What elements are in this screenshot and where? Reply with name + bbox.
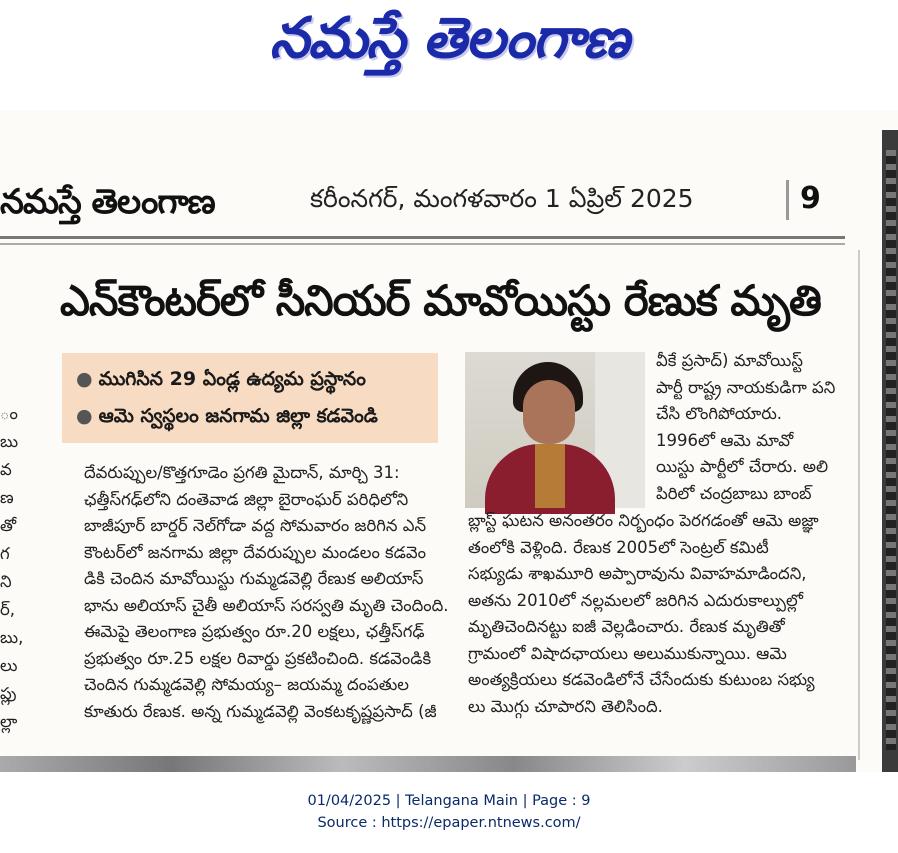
article-body-right <box>468 508 819 720</box>
text-line: చేసి లొంగిపోయారు. <box>656 404 783 423</box>
text-line: వీకే ప్రసాద్) మావోయిస్ట్ <box>656 351 803 370</box>
text-line: సభ్యుడు శాఖమూరి అప్పారావును వివాహమాడిందని, <box>468 564 807 583</box>
page-number: 9 <box>800 181 821 216</box>
text-fragment: ం <box>0 404 18 423</box>
article-body-right-top <box>656 348 835 507</box>
text-line: 1996లో ఆమె మావో <box>656 430 794 450</box>
adjacent-page-edge-text <box>886 150 896 750</box>
text-fragment: ప్లు <box>0 684 17 703</box>
text-fragment: లు <box>0 656 18 675</box>
bullet-icon: ● <box>76 368 93 390</box>
text-fragment: గ <box>0 544 10 563</box>
text-line: పార్టీ రాష్ట్ర నాయకుడిగా పని <box>656 377 836 397</box>
text-line: ఈమెపై తెలంగాణ ప్రభుత్వం రూ.20 లక్షలు, ఛత్తీస్‌గఢ్ <box>84 622 425 641</box>
text-line: ఛత్తీస్‌గఢ్‌లోని దంతెవాడ జిల్లా బైరాంఘర్ పరిధిలోని <box>84 489 409 509</box>
page-number-separator <box>786 180 789 220</box>
text-fragment: బు <box>0 432 19 451</box>
text-fragment: ణ <box>0 488 14 507</box>
text-line: కూతురు రేణుక. అన్న గుమ్మడవెల్లి వెంకటకృష్ణప్రసాద్ (జీ <box>84 701 437 721</box>
text-fragment: బు, <box>0 628 24 647</box>
text-fragment: తో <box>0 516 17 535</box>
masthead <box>0 0 898 90</box>
header-rule-thin <box>0 243 845 245</box>
text-line: బాజీపూర్ బార్డర్ నెల్‌గోడా వద్ద సోమవారం జరిగిన ఎన్ <box>84 516 427 535</box>
text-line: గ్రామంలో విషాదఛాయలు అలుముకున్నాయి. ఆమె <box>468 643 787 663</box>
text-line: ప్రభుత్వం రూ.25 లక్షల రివార్డు ప్రకటించింది. కడవెండికి <box>84 648 432 668</box>
text-line: తంలోకి వెళ్లింది. రేణుక 2005లో సెంట్రల్ కమిటీ <box>468 537 769 557</box>
article-headline: ఎన్‌కౌంటర్‌లో సీనియర్ మావోయిస్టు రేణుక మృతి <box>60 276 821 325</box>
text-line: పిరిలో చంద్రబాబు బాంబ్ <box>656 483 812 503</box>
text-line: భాను అలియాస్ చైతీ అలియాస్ సరస్వతి మృతి చెందింది. <box>84 595 449 615</box>
text-fragment: ని <box>0 572 12 591</box>
text-line: డికి చెందిన మావోయిస్టు గుమ్మడవెల్లి రేణుక అలియాస్ <box>84 569 424 588</box>
text-fragment: ర్, <box>0 600 16 619</box>
bullet-icon: ● <box>76 405 93 427</box>
text-line: అంత్యక్రియలు కడవెండిలోనే చేసేందుకు కుటుంబ సభ్యు <box>468 670 815 689</box>
next-article-image-strip <box>0 756 856 772</box>
text-line: లు మొగ్గు చూపారని తెలిసింది. <box>468 696 663 716</box>
text-fragment: వ <box>0 460 12 479</box>
article-body-left <box>84 460 449 725</box>
highlights-box <box>62 353 438 443</box>
footer-edition-info: 01/04/2025 | Telangana Main | Page : 9 <box>307 793 591 809</box>
text-line: మృతిచెందినట్టు ఐజీ వెల్లడించారు. రేణుక మృతితో <box>468 617 785 636</box>
highlight-item: ● ముగిసిన 29 ఏండ్ల ఉద్యమ ప్రస్థానం <box>76 368 366 390</box>
highlight-item: ● ఆమె స్వస్థలం జనగామ జిల్లా కడవెండి <box>76 405 378 427</box>
masthead-logo: నమస్తే తెలంగాణ <box>269 6 629 71</box>
adjacent-column-fragments <box>0 400 24 736</box>
text-line: చెందిన గుమ్మడవెల్లి సోమయ్య– జయమ్మ దంపతుల <box>84 675 410 694</box>
page-footer <box>0 790 898 834</box>
header-rule <box>0 236 845 239</box>
text-line: అతను 2010లో నల్లమలలో జరిగిన ఎదురుకాల్పుల్లో <box>468 590 803 610</box>
column-divider <box>858 250 860 760</box>
footer-source-link[interactable]: Source : https://epaper.ntnews.com/ <box>317 815 581 831</box>
text-line: యిస్టు పార్టీలో చేరారు. అలి <box>656 457 829 476</box>
article-photo <box>465 352 645 508</box>
text-line: కౌంటర్‌లో జనగామ జిల్లా దేవరుప్పుల మండలం కడవెం <box>84 542 426 562</box>
dateline: కరీంనగర్, మంగళవారం 1 ఏప్రిల్ 2025 <box>310 184 694 213</box>
text-line: బ్లాస్ట్ ఘటన అనంతరం నిర్బంధం పెరగడంతో ఆమె అజ్ఞా <box>468 511 819 530</box>
text-fragment: ల్లా <box>0 712 18 731</box>
paper-name: నమస్తే తెలంగాణ <box>0 182 215 222</box>
text-line: దేవరుప్పుల/కొత్తగూడెం ప్రగతి మైదాన్, మార్చి 31: <box>84 463 400 482</box>
